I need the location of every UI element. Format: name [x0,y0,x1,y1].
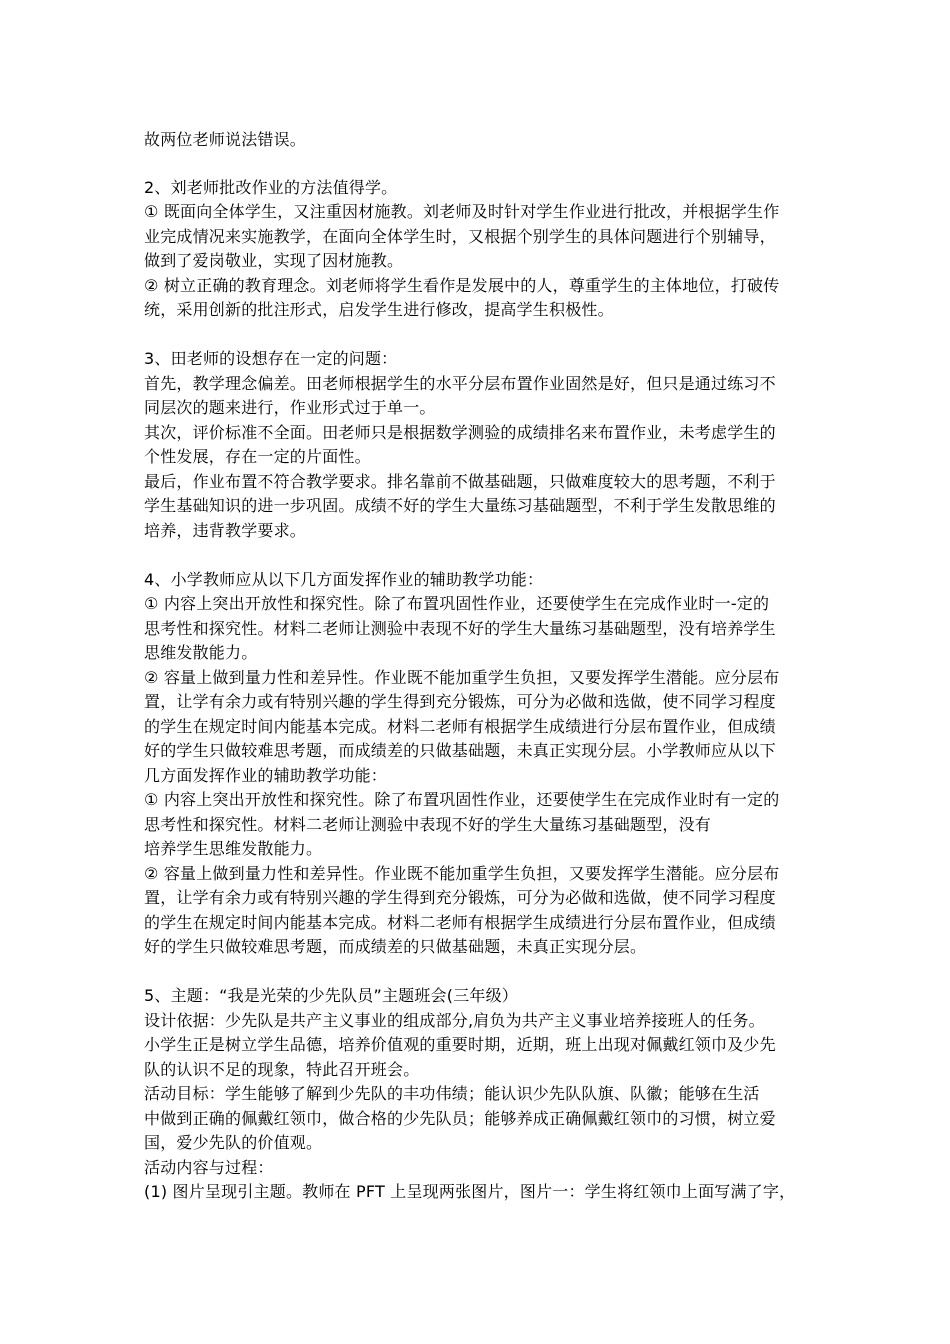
text-line: 培养学生思维发散能力。 [144,839,323,858]
text-line: (1) 图片呈现引主题。教师在 PFT 上呈现两张图片，图片一：学生将红领巾上面写满了字， [144,1182,796,1201]
section-heading: 3、田老师的设想存在一定的问题： [144,349,398,368]
text-line: 设计依据：少先队是共产主义事业的组成部分,肩负为共产主义事业培养接班人的任务。 [144,1011,765,1030]
text-line: 队的认识不足的现象，特此召开班会。 [144,1060,420,1079]
section-heading: 2、刘老师批改作业的方法值得学。 [144,178,398,197]
text-line: 思维发散能力。 [144,643,258,662]
text-line: 国，爱少先队的价值观。 [144,1133,323,1152]
text-line: 置，让学有余力或有特别兴趣的学生得到充分锻炼，可分为必做和选做，使不同学习程度 [144,692,776,711]
text-line: 置，让学有余力或有特别兴趣的学生得到充分锻炼，可分为必做和选做，使不同学习程度 [144,888,776,907]
text-line: ② 容量上做到量力性和差异性。作业既不能加重学生负担，又要发挥学生潜能。应分层布 [144,668,780,687]
text-line: 的学生在规定时间内能基本完成。材料二老师有根据学生成绩进行分层布置作业，但成绩 [144,913,776,932]
text-line: 好的学生只做较难思考题，而成绩差的只做基础题，未真正实现分层。小学教师应从以下 [144,741,776,760]
text-line: 小学生正是树立学生品德，培养价值观的重要时期，近期，班上出现对佩戴红领巾及少先 [144,1035,776,1054]
text-line: 好的学生只做较难思考题，而成绩差的只做基础题，未真正实现分层。 [144,937,647,956]
text-line: 思考性和探究性。材料二老师让测验中表现不好的学生大量练习基础题型，没有培养学生 [144,619,776,638]
text-line: 业完成情况来实施教学，在面向全体学生时，又根据个别学生的具体问题进行个别辅导， [144,227,776,246]
text-line: ② 容量上做到量力性和差异性。作业既不能加重学生负担，又要发挥学生潜能。应分层布 [144,864,780,883]
text-line: 同层次的题来进行，作业形式过于单一。 [144,398,436,417]
text-line: 活动目标：学生能够了解到少先队的丰功伟绩；能认识少先队队旗、队徽；能够在生活 [144,1084,760,1103]
text-line: ② 树立正确的教育理念。刘老师将学生看作是发展中的人，尊重学生的主体地位，打破传 [144,276,780,295]
text-line: ① 内容上突出开放性和探究性。除了布置巩固性作业，还要使学生在完成作业时有一定的 [144,790,780,809]
text-line: 最后，作业布置不符合教学要求。排名靠前不做基础题，只做难度较大的思考题，不利于 [144,472,776,491]
section-heading: 5、主题：“我是光荣的少先队员”主题班会(三年级） [144,986,519,1005]
text-line: 统，采用创新的批注形式，启发学生进行修改，提高学生积极性。 [144,300,614,319]
text-line: ① 内容上突出开放性和探究性。除了布置巩固性作业，还要使学生在完成作业时一-定的 [144,594,770,613]
text-line: 做到了爱岗敬业，实现了因材施教。 [144,251,404,270]
text-line: 的学生在规定时间内能基本完成。材料二老师有根据学生成绩进行分层布置作业，但成绩 [144,717,776,736]
text-line: ① 既面向全体学生，又注重因材施教。刘老师及时针对学生作业进行批改，并根据学生作 [144,202,780,221]
text-line: 几方面发挥作业的辅助教学功能： [144,766,388,785]
text-line: 培养，违背教学要求。 [144,521,307,540]
text-line: 学生基础知识的进一步巩固。成绩不好的学生大量练习基础题型，不利于学生发散思维的 [144,496,776,515]
text-line: 活动内容与过程： [144,1158,274,1177]
text-line: 中做到正确的佩戴红领巾，做合格的少先队员；能够养成正确佩戴红领巾的习惯，树立爱 [144,1109,776,1128]
text-line: 首先，教学理念偏差。田老师根据学生的水平分层布置作业固然是好，但只是通过练习不 [144,374,776,393]
text-line: 故两位老师说法错误。 [144,130,307,149]
text-line: 个性发展，存在一定的片面性。 [144,447,371,466]
text-line: 其次，评价标准不全面。田老师只是根据数学测验的成绩排名来布置作业，未考虑学生的 [144,423,776,442]
text-line: 思考性和探究性。材料二老师让测验中表现不好的学生大量练习基础题型，没有 [144,815,712,834]
section-heading: 4、小学教师应从以下几方面发挥作业的辅助教学功能： [144,570,544,589]
